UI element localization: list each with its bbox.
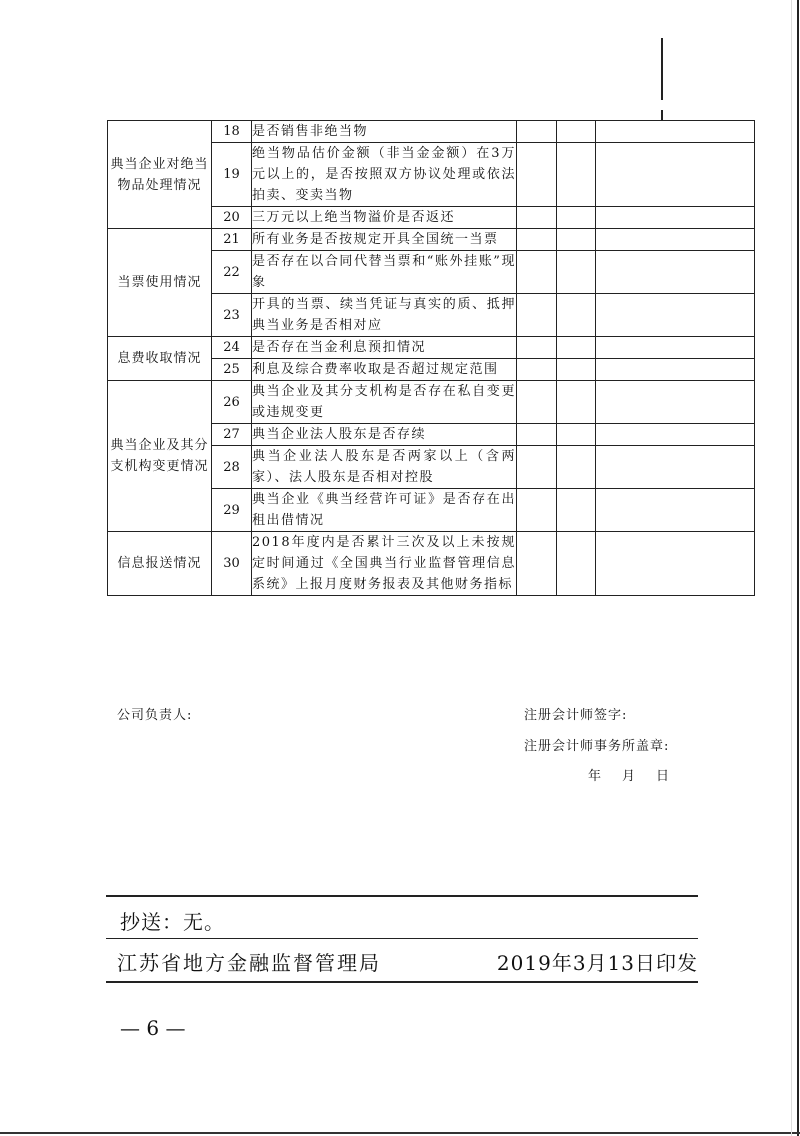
category-cell: 息费收取情况 xyxy=(108,337,212,381)
result-yes-cell xyxy=(517,143,557,207)
remarks-cell xyxy=(596,532,755,596)
remarks-cell xyxy=(596,381,755,424)
category-cell: 当票使用情况 xyxy=(108,229,212,337)
result-no-cell xyxy=(557,337,596,359)
scan-mark xyxy=(661,38,663,100)
inspection-item: 2018年度内是否累计三次及以上未按规定时间通过《全国典当行业监督管理信息系统》上报月度财务报表及其他财务指标 xyxy=(252,532,517,596)
remarks-cell xyxy=(596,207,755,229)
result-no-cell xyxy=(557,251,596,294)
category-cell: 信息报送情况 xyxy=(108,532,212,596)
item-number: 26 xyxy=(212,381,252,424)
page-number: — 6 — xyxy=(120,1016,186,1040)
result-yes-cell xyxy=(517,121,557,143)
footer-rule-bottom xyxy=(106,981,698,983)
item-number: 20 xyxy=(212,207,252,229)
scan-mark xyxy=(661,110,663,120)
result-no-cell xyxy=(557,446,596,489)
remarks-cell xyxy=(596,251,755,294)
result-no-cell xyxy=(557,532,596,596)
result-yes-cell xyxy=(517,359,557,381)
result-no-cell xyxy=(557,121,596,143)
remarks-cell xyxy=(596,143,755,207)
result-yes-cell xyxy=(517,424,557,446)
result-yes-cell xyxy=(517,294,557,337)
item-number: 21 xyxy=(212,229,252,251)
table-row xyxy=(108,229,755,251)
inspection-item: 是否存在当金利息预扣情况 xyxy=(252,337,517,359)
inspection-item: 三万元以上绝当物溢价是否返还 xyxy=(252,207,517,229)
result-yes-cell xyxy=(517,446,557,489)
result-no-cell xyxy=(557,381,596,424)
table-row xyxy=(108,337,755,359)
remarks-cell xyxy=(596,359,755,381)
item-number: 28 xyxy=(212,446,252,489)
table-row xyxy=(108,121,755,143)
table-row xyxy=(108,381,755,424)
item-number: 30 xyxy=(212,532,252,596)
footer-rule-top xyxy=(106,895,698,897)
category-cell: 典当企业及其分支机构变更情况 xyxy=(108,381,212,532)
item-number: 23 xyxy=(212,294,252,337)
result-no-cell xyxy=(557,294,596,337)
item-number: 25 xyxy=(212,359,252,381)
remarks-cell xyxy=(596,489,755,532)
result-yes-cell xyxy=(517,207,557,229)
cc-line: 抄送：无。 xyxy=(120,910,225,934)
inspection-item: 是否销售非绝当物 xyxy=(252,121,517,143)
issuing-authority: 江苏省地方金融监督管理局 xyxy=(117,951,381,975)
result-no-cell xyxy=(557,489,596,532)
result-yes-cell xyxy=(517,251,557,294)
result-no-cell xyxy=(557,424,596,446)
company-head-label: 公司负责人: xyxy=(117,708,193,723)
issue-date: 2019年3月13日印发 xyxy=(496,951,698,975)
cpa-signature-label: 注册会计师签字: xyxy=(524,708,628,723)
sign-date-placeholder: 年 月 日 xyxy=(588,769,674,784)
scan-edge-line xyxy=(791,0,792,1136)
item-number: 19 xyxy=(212,143,252,207)
remarks-cell xyxy=(596,229,755,251)
result-yes-cell xyxy=(517,229,557,251)
inspection-item: 是否存在以合同代替当票和“账外挂账”现象 xyxy=(252,251,517,294)
remarks-cell xyxy=(596,294,755,337)
result-yes-cell xyxy=(517,337,557,359)
item-number: 29 xyxy=(212,489,252,532)
page-edge-right xyxy=(797,0,799,1136)
remarks-cell xyxy=(596,337,755,359)
item-number: 22 xyxy=(212,251,252,294)
remarks-cell xyxy=(596,446,755,489)
remarks-cell xyxy=(596,121,755,143)
item-number: 27 xyxy=(212,424,252,446)
inspection-item: 典当企业法人股东是否存续 xyxy=(252,424,517,446)
firm-seal-label: 注册会计师事务所盖章: xyxy=(524,739,670,754)
result-no-cell xyxy=(557,229,596,251)
remarks-cell xyxy=(596,424,755,446)
inspection-item: 典当企业《典当经营许可证》是否存在出租出借情况 xyxy=(252,489,517,532)
category-cell: 典当企业对绝当物品处理情况 xyxy=(108,121,212,229)
inspection-table xyxy=(107,120,755,596)
item-number: 18 xyxy=(212,121,252,143)
page-edge-bottom xyxy=(0,1132,800,1134)
inspection-item: 利息及综合费率收取是否超过规定范围 xyxy=(252,359,517,381)
result-yes-cell xyxy=(517,489,557,532)
item-number: 24 xyxy=(212,337,252,359)
table-row xyxy=(108,532,755,596)
result-no-cell xyxy=(557,143,596,207)
inspection-item: 开具的当票、续当凭证与真实的质、抵押典当业务是否相对应 xyxy=(252,294,517,337)
result-no-cell xyxy=(557,207,596,229)
result-no-cell xyxy=(557,359,596,381)
result-yes-cell xyxy=(517,532,557,596)
inspection-item: 典当企业及其分支机构是否存在私自变更或违规变更 xyxy=(252,381,517,424)
inspection-item: 绝当物品估价金额（非当金金额）在3万元以上的，是否按照双方协议处理或依法拍卖、变卖当物 xyxy=(252,143,517,207)
inspection-item: 典当企业法人股东是否两家以上（含两家）、法人股东是否相对控股 xyxy=(252,446,517,489)
inspection-item: 所有业务是否按规定开具全国统一当票 xyxy=(252,229,517,251)
result-yes-cell xyxy=(517,381,557,424)
footer-rule-middle xyxy=(106,938,698,939)
